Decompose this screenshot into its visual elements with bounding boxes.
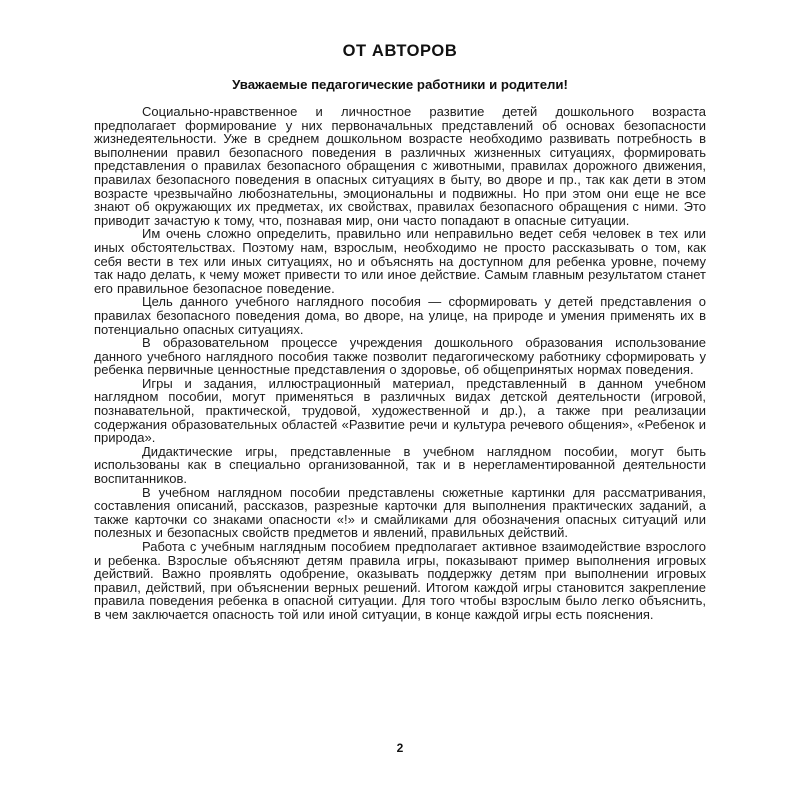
paragraph: В образовательном процессе учреждения дошкольного образования использование данного учебного наглядного пособия также позволит педагогическому работнику сформировать у ребенка первичные ценностные представления о здоровье, об общепринятых нормах поведения.: [94, 335, 706, 378]
body-text-block: [94, 105, 706, 622]
paragraph: Цель данного учебного наглядного пособия — сформировать у детей представления о правилах безопасного поведения дома, во дворе, на улице, на природе и умения применять их в потенциально опасных ситуациях.: [94, 294, 706, 337]
paragraph: В учебном наглядном пособии представлены сюжетные картинки для рассматривания, составления описаний, рассказов, разрезные карточки для выполнения практических заданий, а также карточки со знаками опасности «!» и смайликами для обозначения опасных ситуаций или полезных и безопасных свойств предметов и явлений, правильных действий.: [94, 484, 706, 541]
page-number: 2: [396, 741, 404, 755]
paragraph: Работа с учебным наглядным пособием предполагает активное взаимодействие взрослого и ребенка. Взрослые объясняют детям правила игры, показывают пример выполнения игровых действий. Важно проявлять одобрение, оказывать поддержку детям при выполнении игровых правил, действий, при объяснении верных решений. Итогом каждой игры становится закрепление правила поведения ребенка в опасной ситуации. Для того чтобы взрослым было легко объяснить, в чем заключается опасность той или иной ситуации, в конце каждой игры есть пояснения.: [94, 539, 706, 622]
page-title: ОТ АВТОРОВ: [342, 42, 458, 60]
paragraph: Игры и задания, иллюстрационный материал, представленный в данном учебном наглядном пособии, могут применяться в различных видах детской деятельности (игровой, познавательной, практической, трудовой, художественной и др.), а также при реализации содержания образовательных областей «Развитие речи и культура речевого общения», «Ребенок и природа».: [94, 375, 706, 446]
paragraph: Им очень сложно определить, правильно или неправильно ведет себя человек в тех или иных обстоятельствах. Поэтому нам, взрослым, необходимо не просто рассказывать о том, как себя вести в тех или иных ситуациях, но и объяснять на доступном для ребенка уровне, почему так надо делать, к чему может привести то или иное действие. Самым главным результатом станет его правильное безопасное поведение.: [94, 226, 706, 296]
greeting-heading: Уважаемые педагогические работники и родители!: [232, 77, 568, 92]
paragraph: Социально-нравственное и личностное развитие детей дошкольного возраста предполагает формирование у них первоначальных представлений об основах безопасности жизнедеятельности. Уже в среднем дошкольном возрасте необходимо развивать потребность в выполнении правил безопасного поведения в различных жизненных ситуациях, формировать представления о правилах безопасного обращения с животными, правилах дорожного движения, правилах безопасного поведения в опасных ситуациях в быту, во дворе и пр., так как дети в этом возрасте чрезвычайно любознательны, эмоциональны и подвижны. Но при этом они еще не все знают об окружающих их предметах, их свойствах, правилах безопасного обращения с ними. Это приводит зачастую к тому, что, познавая мир, они часто попадают в опасные ситуации.: [94, 104, 706, 228]
paragraph: Дидактические игры, представленные в учебном наглядном пособии, могут быть использованы как в специально организованной, так и в нерегламентированной деятельности воспитанников.: [94, 443, 706, 487]
